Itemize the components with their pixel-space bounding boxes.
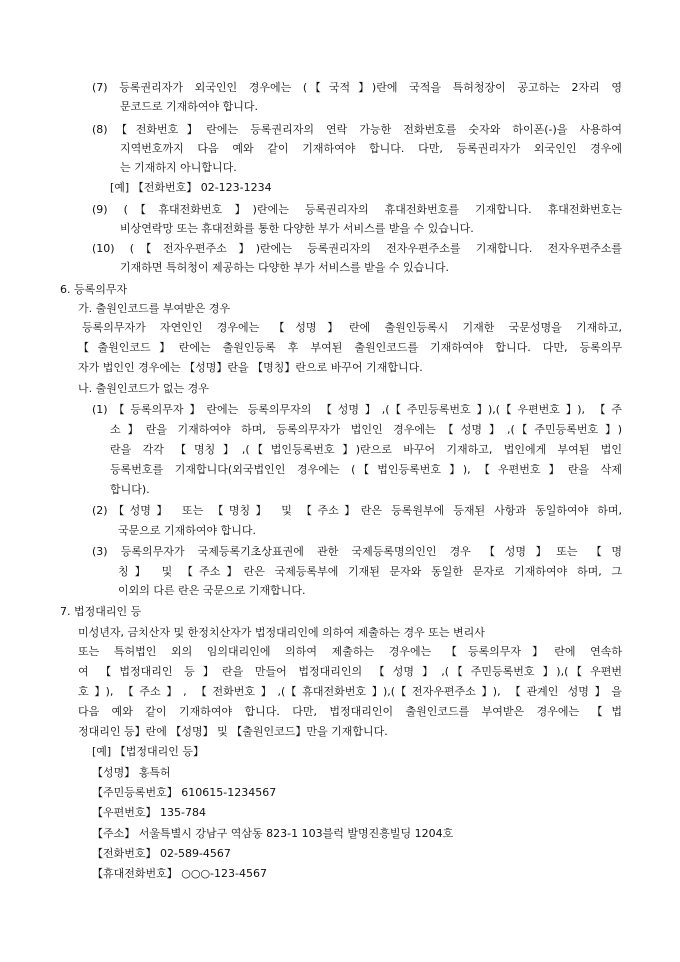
section7-example-postal-code: 【우편번호】 135-784: [92, 806, 206, 819]
section6-sub-b-p3-line1: (3) 등록의무자가 국제등록기초상표권에 관한 국제등록명의인인 경우 【성명】또는 【명: [92, 545, 622, 558]
item10-line2: 기재하면 특허청이 제공하는 다양한 부가 서비스를 받을 수 있습니다.: [120, 261, 449, 274]
section7-line5: 다음 예와 같이 기재하여야 합니다. 다만, 법정대리인이 출원인코드를 부여받은 경우에는 【법: [78, 705, 622, 718]
item7-line2: 문코드로 기재하여야 합니다.: [120, 100, 259, 113]
item8-line2: 지역번호까지 다음 예와 같이 기재하여야 합니다. 다만, 등록권리자가 외국인인 경우에: [120, 142, 622, 155]
section6-sub-b-p1-line2: 소】란을 기재하여야 하며, 등록의무자가 법인인 경우에는【성명】,(【주민등록번호】): [110, 423, 622, 436]
section6-heading: 6. 등록의무자: [60, 283, 128, 296]
section6-sub-b-p3-line3: 이외의 다른 란은 국문으로 기재합니다.: [118, 584, 306, 597]
section6-sub-a-line2: 【출원인코드】란에는 출원인등록 후 부여된 출원인코드를 기재하여야 합니다. 다만, 등록의무: [78, 341, 622, 354]
section6-sub-b-p1-line1: (1)【등록의무자】란에는 등록의무자의 【성명】,(【주민등록번호】),(【우편번호】), 【주: [92, 403, 622, 416]
section7-example-label: [예] 【법정대리인 등】: [92, 745, 204, 758]
section6-sub-b-p2-line1: (2)【성명】 또는 【명칭】 및 【주소】란은 등록원부에 등재된 사항과 동일하여야 하며,: [92, 504, 622, 517]
section7-line2: 또는 특허법인 외의 임의대리인에 의하여 제출하는 경우에는 【등록의무자】란에 연속하: [78, 645, 622, 658]
section7-example-name: 【성명】 홍특허: [92, 766, 171, 779]
section6-sub-a-line1: 등록의무자가 자연인인 경우에는 【성명】란에 출원인등록시 기재한 국문성명을 기재하고,: [82, 321, 622, 334]
item9-line2: 비상연락망 또는 휴대전화를 통한 다양한 부가 서비스를 받을 수 있습니다.: [120, 222, 474, 235]
section7-example-phone: 【전화번호】 02-589-4567: [92, 847, 231, 860]
section7-heading: 7. 법정대리인 등: [60, 605, 142, 618]
section7-line4: 호】), 【주소】, 【전화번호】,(【휴대전화번호】),(【전자우편주소】), 【관계인 성명】을: [78, 685, 622, 698]
section7-line1: 미성년자, 금치산자 및 한정치산자가 법정대리인에 의하여 제출하는 경우 또는 변리사: [78, 626, 485, 639]
section7-example-resident-no: 【주민등록번호】 610615-1234567: [92, 786, 277, 799]
section7-line3: 여 【법정대리인 등】란을 만들어 법정대리인의 【성명】,(【주민등록번호】),(【우편번: [78, 665, 622, 678]
section7-line6: 정대리인 등】란에 【성명】 및 【출원인코드】만을 기재합니다.: [78, 725, 388, 738]
item9-line1: (9) (【휴대전화번호】)란에는 등록권리자의 휴대전화번호를 기재합니다. 휴대전화번호는: [92, 203, 622, 216]
section6-sub-b-p1-line4: 등록번호를 기재합니다(외국법인인 경우에는 (【법인등록번호】),【우편번호】란을 삭제: [110, 463, 622, 476]
section7-example-address: 【주소】 서울특별시 강남구 역삼동 823-1 103블럭 발명진흥빌딩 1204호: [92, 827, 454, 840]
section6-sub-b-p1-line3: 란을 각각 【명칭】,(【법인등록번호】)란으로 바꾸어 기재하고, 법인에게 부여된 법인: [110, 443, 622, 456]
section6-sub-a-line3: 자가 법인인 경우에는 【성명】란을 【명칭】란으로 바꾸어 기재합니다.: [78, 361, 423, 374]
section6-sub-b-heading: 나. 출원인코드가 없는 경우: [78, 382, 209, 395]
section6-sub-b-p1-line5: 합니다).: [110, 483, 150, 496]
item10-line1: (10) (【전자우편주소】)란에는 등록권리자의 전자우편주소를 기재합니다. 전자우편주소를: [92, 242, 622, 255]
section6-sub-b-p2-line2: 국문으로 기재하여야 합니다.: [118, 524, 257, 537]
section6-sub-a-heading: 가. 출원인코드를 부여받은 경우: [78, 302, 231, 315]
item8-line1: (8)【전화번호】란에는 등록권리자의 연락 가능한 전화번호를 숫자와 하이폰(-)을 사용하여: [92, 123, 622, 136]
section6-sub-b-p3-line2: 칭】 및 【주소】란은 국제등록부에 기재된 문자와 동일한 문자로 기재하여야 하며, 그: [118, 565, 622, 578]
item8-line3: 는 기재하지 아니합니다.: [120, 161, 237, 174]
section7-example-mobile: 【휴대전화번호】 ○○○-123-4567: [92, 867, 267, 880]
item7-line1: (7) 등록권리자가 외국인인 경우에는 (【국적】)란에 국적을 특허청장이 공고하는 2자리 영: [92, 81, 622, 94]
item8-example: [예] 【전화번호】 02-123-1234: [110, 181, 272, 194]
